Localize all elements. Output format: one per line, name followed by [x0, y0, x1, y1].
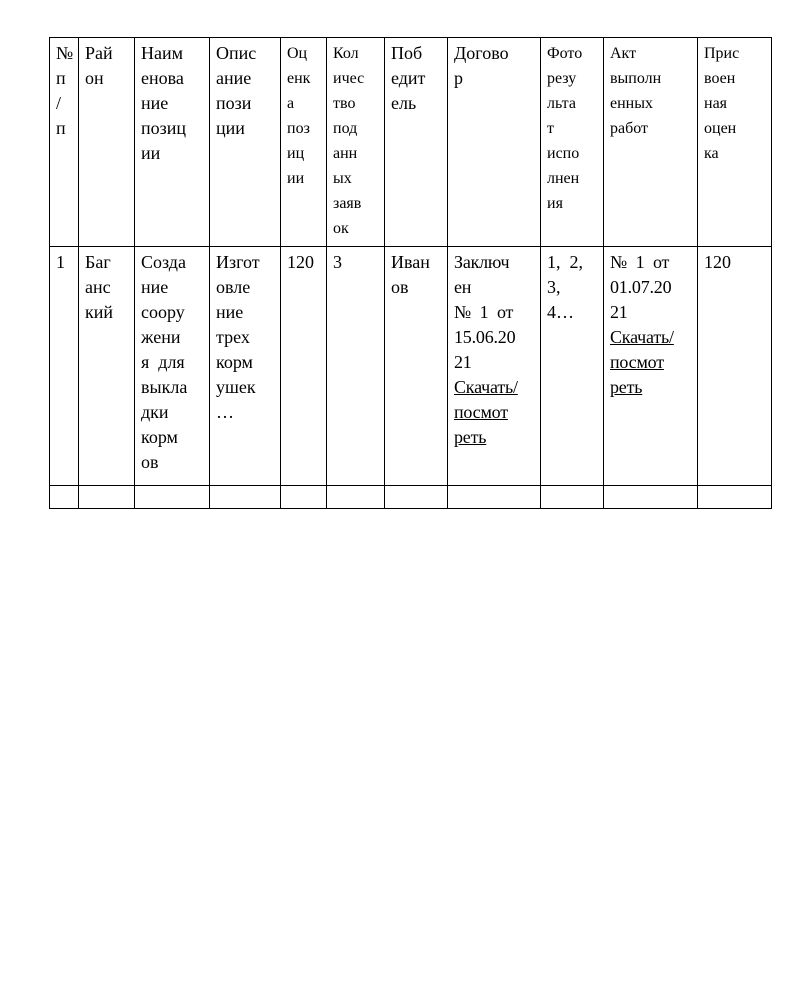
empty-cell: [448, 486, 541, 509]
cell-position-description: Изгот овле ние трех корм ушек …: [210, 247, 281, 486]
header-position-estimate: Оц енк а поз иц ии: [281, 38, 327, 247]
contracts-table: [49, 37, 772, 509]
empty-cell: [135, 486, 210, 509]
empty-cell: [210, 486, 281, 509]
empty-cell: [385, 486, 448, 509]
empty-cell: [541, 486, 604, 509]
header-completion-act: Акт выполн енных работ: [604, 38, 698, 247]
empty-cell: [281, 486, 327, 509]
act-text: № 1 от 01.07.20 21: [610, 252, 672, 322]
cell-district: Баг анс кий: [79, 247, 135, 486]
empty-cell: [698, 486, 772, 509]
contract-download-link[interactable]: Скачать/ посмот реть: [454, 377, 518, 447]
cell-position-estimate: 120: [281, 247, 327, 486]
cell-applications-count: 3: [327, 247, 385, 486]
header-applications-count: Кол ичес тво под анн ых заяв ок: [327, 38, 385, 247]
header-district: Рай он: [79, 38, 135, 247]
cell-assigned-score: 120: [698, 247, 772, 486]
header-contract: Догово р: [448, 38, 541, 247]
table-row-empty: [50, 486, 772, 509]
table-row: [50, 247, 772, 486]
header-number: № п / п: [50, 38, 79, 247]
cell-number: 1: [50, 247, 79, 486]
act-download-link[interactable]: Скачать/ посмот реть: [610, 327, 674, 397]
header-position-name: Наим енова ние позиц ии: [135, 38, 210, 247]
cell-completion-act: [604, 247, 698, 486]
header-position-description: Опис ание пози ции: [210, 38, 281, 247]
header-assigned-score: Прис воен ная оцен ка: [698, 38, 772, 247]
table-header-row: [50, 38, 772, 247]
empty-cell: [50, 486, 79, 509]
header-photo-result: Фото резу льта т испо лнен ия: [541, 38, 604, 247]
contract-text: Заключ ен № 1 от 15.06.20 21: [454, 252, 516, 372]
empty-cell: [79, 486, 135, 509]
header-winner: Поб едит ель: [385, 38, 448, 247]
cell-winner: Иван ов: [385, 247, 448, 486]
cell-position-name: Созда ние соору жени я для выкла дки корм ов: [135, 247, 210, 486]
empty-cell: [604, 486, 698, 509]
cell-photo-result: 1, 2, 3, 4…: [541, 247, 604, 486]
empty-cell: [327, 486, 385, 509]
cell-contract: [448, 247, 541, 486]
